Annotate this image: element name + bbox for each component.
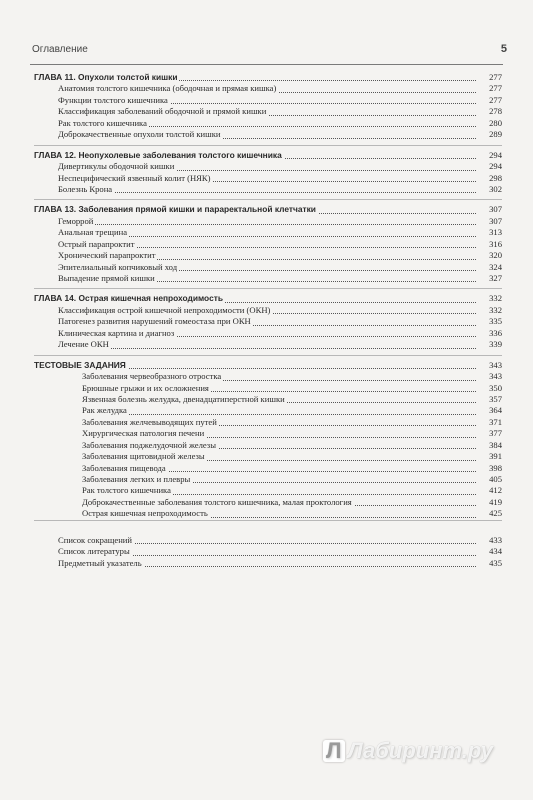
back-matter	[34, 535, 502, 569]
chapter-13	[34, 204, 502, 289]
header-section-title: Оглавление	[32, 44, 88, 55]
running-header	[24, 44, 509, 60]
toc-entry[interactable]: Заболевания щитовидной железы 391	[82, 451, 502, 462]
toc-entry[interactable]: Лечение ОКН 339	[58, 339, 502, 350]
watermark-text: Лабиринт.ру	[347, 738, 493, 763]
toc-entry[interactable]: Геморрой 307	[58, 215, 502, 226]
toc-entry[interactable]: Острая кишечная непроходимость 425	[82, 508, 502, 519]
toc-entry[interactable]: Клиническая картина и диагноз 336	[58, 327, 502, 338]
toc-entry[interactable]: Список сокращений 433	[58, 534, 502, 545]
toc-chapter-heading[interactable]: ГЛАВА 13. Заболевания прямой кишки и параректальной клетчатки 307	[34, 204, 502, 215]
toc-entry[interactable]: Заболевания поджелудочной железы 384	[82, 439, 502, 450]
toc-entry[interactable]: Брюшные грыжи и их осложнения 350	[82, 382, 502, 393]
toc-entry[interactable]: Заболевания пищевода 398	[82, 462, 502, 473]
toc-entry[interactable]: Рак толстого кишечника 412	[82, 485, 502, 496]
labirint-watermark	[323, 738, 493, 764]
toc-entry[interactable]: Патогенез развития нарушений гомеостаза при ОКН 335	[58, 316, 502, 327]
toc-entry[interactable]: Анальная трещина 313	[58, 227, 502, 238]
labirint-logo-icon: Л	[323, 740, 345, 762]
toc-entry[interactable]: Список литературы 434	[58, 546, 502, 557]
toc-entry[interactable]: Анатомия толстого кишечника (ободочная и прямая кишка) 277	[58, 83, 502, 94]
tests-section	[34, 360, 502, 521]
toc-entry[interactable]: Функции толстого кишечника 277	[58, 94, 502, 105]
toc-entry[interactable]: Эпителиальный копчиковый ход 324	[58, 261, 502, 272]
toc-chapter-heading[interactable]: ГЛАВА 11. Опухоли толстой кишки 277	[34, 72, 502, 82]
toc-chapter-heading[interactable]: ГЛАВА 14. Острая кишечная непроходимость 332	[34, 293, 502, 304]
toc-entry[interactable]: Заболевания червеобразного отростка 343	[82, 371, 502, 382]
toc-entry[interactable]: Выпадение прямой кишки 327	[58, 273, 502, 283]
toc-entry[interactable]: Предметный указатель 435	[58, 557, 502, 568]
toc-entry[interactable]: Неспецифический язвенный колит (НЯК) 298	[58, 172, 502, 183]
toc-entry[interactable]: Доброкачественные опухоли толстой кишки 289	[58, 129, 502, 140]
toc-entry[interactable]: Заболевания легких и плевры 405	[82, 474, 502, 484]
toc-entry[interactable]: Хронический парапроктит 320	[58, 250, 502, 261]
toc-entry[interactable]: Доброкачественные заболевания толстого кишечника, малая проктология 419	[82, 496, 502, 507]
toc-entry[interactable]: Хирургическая патология печени 377	[82, 428, 502, 439]
toc-chapter-heading[interactable]: ГЛАВА 12. Неопухолевые заболевания толстого кишечника 294	[34, 149, 502, 160]
toc-entry[interactable]: Болезнь Крона 302	[58, 183, 502, 194]
toc-entry[interactable]: Дивертикулы ободочной кишки 294	[58, 161, 502, 172]
toc-entry[interactable]: Язвенная болезнь желудка, двенадцатиперстной кишки 357	[82, 393, 502, 404]
toc-chapter-heading[interactable]: ТЕСТОВЫЕ ЗАДАНИЯ 343	[34, 359, 502, 370]
toc-entry[interactable]: Рак желудка 364	[82, 405, 502, 416]
toc-entry[interactable]: Классификация острой кишечной непроходимости (ОКН) 332	[58, 304, 502, 315]
table-of-contents	[34, 72, 502, 569]
toc-entry[interactable]: Заболевания желчевыводящих путей 371	[82, 416, 502, 427]
chapter-14	[34, 293, 502, 355]
toc-entry[interactable]: Острый парапроктит 316	[58, 238, 502, 249]
toc-entry[interactable]: Рак толстого кишечника 280	[58, 117, 502, 128]
chapter-11	[34, 72, 502, 146]
toc-entry[interactable]: Классификация заболеваний ободочной и прямой кишки 278	[58, 106, 502, 117]
header-rule	[30, 64, 503, 65]
page-number: 5	[500, 43, 507, 55]
chapter-12	[34, 150, 502, 201]
